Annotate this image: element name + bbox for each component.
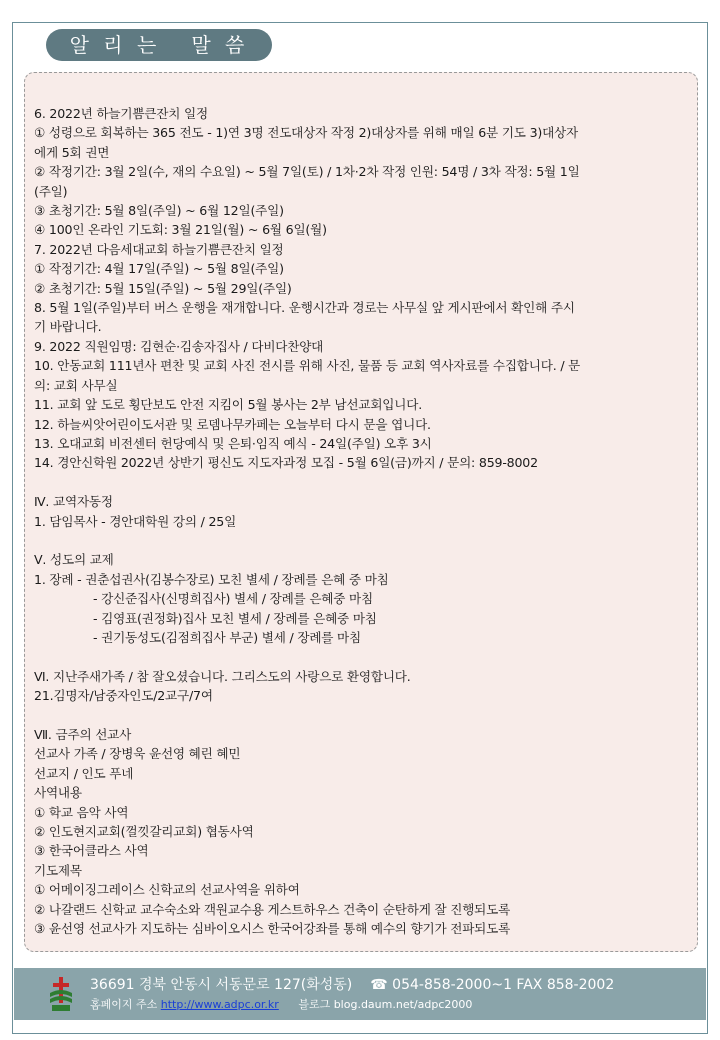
footer-contact (90, 974, 614, 994)
announcement-line: 의: 교회 사무실 (34, 377, 118, 393)
announcement-line: 6. 2022년 하늘기쁨큰잔치 일정 (34, 106, 208, 121)
missionary-line: ③ 윤선영 선교사가 지도하는 심바이오시스 한국어강좌를 통해 예수의 향기가 전파되도록 (34, 921, 511, 936)
page-title: 알 리 는 말 씀 (46, 29, 272, 61)
missionary-line: 사역내용 (34, 785, 82, 801)
announcement-line: 8. 5월 1일(주일)부터 버스 운행을 재개합니다. 운행시간과 경로는 사무실 앞 게시판에서 확인해 주시 (34, 300, 575, 316)
missionary-line: ② 인도현지교회(껄낏갈리교회) 협동사역 (34, 823, 254, 839)
announcement-line: ② 작정기간: 3월 2일(수, 재의 수요일) ~ 5월 7일(토) / 1차·2차 작정 인원: 54명 / 3차 작정: 5월 1일 (34, 164, 580, 180)
section-gap (34, 647, 690, 666)
church-logo-icon (48, 975, 74, 1013)
section-heading-ministry: Ⅳ. 교역자동정 (34, 494, 113, 510)
section-heading-visitors: Ⅵ. 지난주새가족 / 참 잘오셨습니다. 그리스도의 사랑으로 환영합니다. (34, 668, 411, 684)
announcement-line: ① 성령으로 회복하는 365 전도 - 1)연 3명 전도대상자 작정 2)대상자를 위해 매일 6분 기도 3)대상자 (34, 125, 578, 141)
announcement-content (34, 104, 690, 938)
announcement-line: ① 작정기간: 4월 17일(주일) ~ 5월 8일(주일) (34, 261, 284, 277)
fellowship-item: 1. 장례 - 권춘섭권사(김봉수장로) 모친 별세 / 장례를 은혜 중 마침 (34, 571, 389, 587)
announcement-line: 14. 경안신학원 2022년 상반기 평신도 지도자과정 모집 - 5월 6일(금)까지 / 문의: 859-8002 (34, 455, 538, 471)
visitor-item: 21.김명자/남중자인도/2교구/7여 (34, 688, 213, 704)
announcement-line: 에게 5회 권면 (34, 144, 110, 160)
homepage-label: 홈페이지 주소 (90, 998, 158, 1011)
announcement-line: 12. 하늘씨앗어린이도서관 및 로뎀나무카페는 오늘부터 다시 문을 엽니다. (34, 416, 431, 432)
announcement-line: 기 바랍니다. (34, 319, 102, 335)
section-gap (34, 531, 690, 550)
section-heading-missionary: Ⅶ. 금주의 선교사 (34, 726, 132, 742)
announcement-line: 13. 오대교회 비전센터 헌당예식 및 은퇴·임직 예식 - 24일(주일) 오후 3시 (34, 435, 432, 451)
missionary-line: ① 학교 음악 사역 (34, 804, 129, 820)
blog-address: 블로그 blog.daum.net/adpc2000 (298, 998, 473, 1011)
missionary-line: 선교사 가족 / 장병욱 윤선영 혜린 혜민 (34, 746, 241, 762)
fellowship-item: - 권기동성도(김점희집사 부군) 별세 / 장례를 마침 (93, 629, 361, 645)
homepage-link[interactable]: http://www.adpc.or.kr (160, 998, 279, 1011)
missionary-line: ② 나갈랜드 신학교 교수숙소와 객원교수용 게스트하우스 건축이 순탄하게 잘 진행되도록 (34, 901, 511, 917)
section-heading-fellowship: Ⅴ. 성도의 교제 (34, 552, 114, 568)
fellowship-item: - 강신준집사(신명희집사) 별세 / 장례를 은혜중 마침 (93, 591, 373, 607)
missionary-line: ③ 한국어클라스 사역 (34, 843, 149, 859)
announcement-line: (주일) (34, 183, 68, 199)
footer-address: 36691 경북 안동시 서동문로 127(화성동) (90, 977, 353, 993)
ministry-item: 1. 담임목사 - 경안대학원 강의 / 25일 (34, 513, 237, 529)
section-gap (34, 706, 690, 725)
announcement-line: ④ 100인 온라인 기도회: 3월 21일(월) ~ 6월 6일(월) (34, 222, 327, 238)
footer-web (90, 996, 472, 1012)
announcement-line: 10. 안동교회 111년사 편찬 및 교회 사진 전시를 위해 사진, 물품 등 교회 역사자료를 수집합니다. / 문 (34, 358, 581, 374)
announcement-line: 11. 교회 앞 도로 횡단보도 안전 지킴이 5월 봉사는 2부 남선교회입니다. (34, 397, 422, 413)
announcement-line: 7. 2022년 다음세대교회 하늘기쁨큰잔치 일정 (34, 241, 284, 257)
fellowship-item: - 김영표(권정화)집사 모친 별세 / 장례를 은혜중 마침 (93, 610, 377, 626)
announcement-line: ② 초청기간: 5월 15일(주일) ~ 5월 29일(주일) (34, 280, 292, 296)
missionary-line: ① 어메이징그레이스 신학교의 선교사역을 위하여 (34, 882, 300, 898)
section-gap (34, 473, 690, 492)
missionary-line: 선교지 / 인도 푸네 (34, 765, 134, 781)
announcement-line: ③ 초청기간: 5월 8일(주일) ~ 6월 12일(주일) (34, 203, 284, 219)
footer-phone: ☎ 054-858-2000~1 FAX 858-2002 (370, 977, 615, 993)
announcement-line: 9. 2022 직원임명: 김현순·김송자집사 / 다비다찬양대 (34, 338, 324, 354)
missionary-line: 기도제목 (34, 862, 82, 878)
